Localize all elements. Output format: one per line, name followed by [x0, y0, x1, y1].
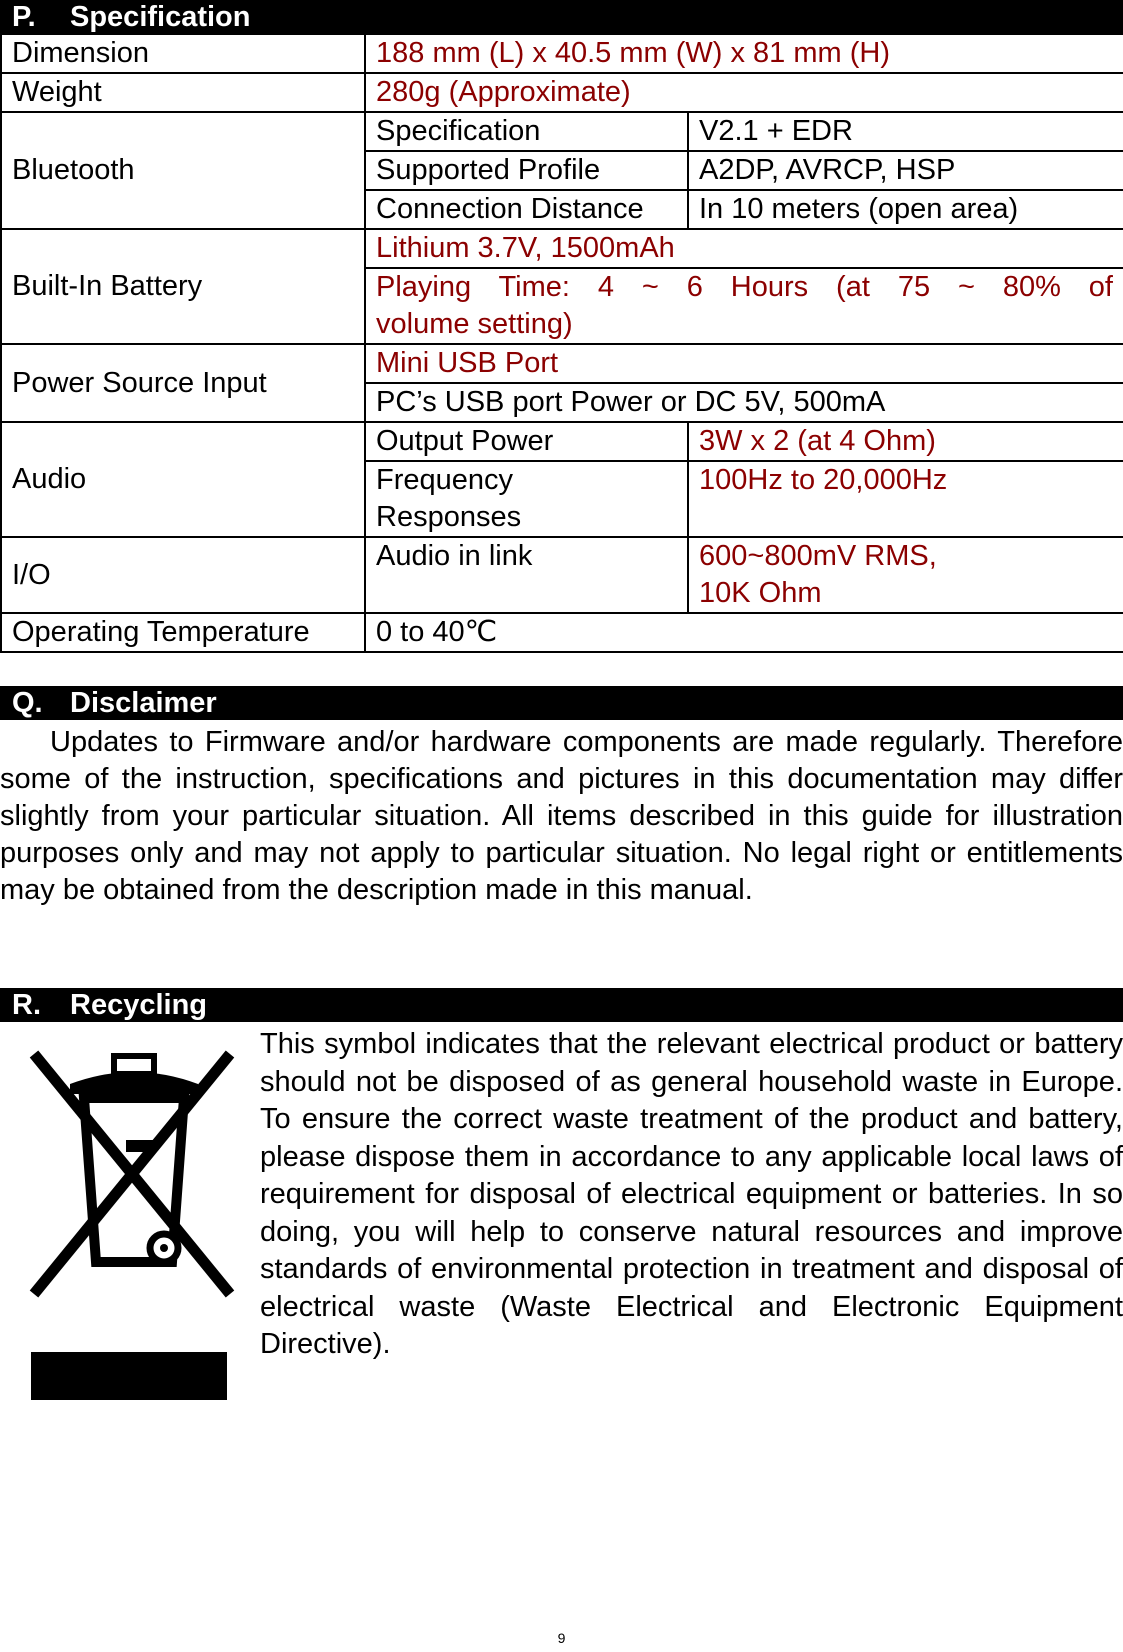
sub-label: Output Power — [365, 422, 688, 461]
section-title: Disclaimer — [70, 687, 217, 719]
row-label: Built-In Battery — [1, 229, 365, 344]
io-value-line-1: 600~800mV RMS, — [699, 540, 937, 572]
section-title: Recycling — [70, 989, 207, 1021]
section-letter: Q. — [12, 687, 43, 719]
row-label: I/O — [1, 537, 365, 613]
playing-time — [365, 268, 1123, 344]
table-row — [1, 34, 1123, 73]
weee-bin-icon — [14, 1030, 244, 1410]
sub-value: 3W x 2 (at 4 Ohm) — [688, 422, 1123, 461]
section-header-specification — [0, 0, 1123, 34]
section-letter: R. — [12, 989, 41, 1021]
playing-time-line-2: volume setting) — [376, 308, 573, 340]
specification-table — [0, 33, 1123, 653]
sub-label: Connection Distance — [365, 190, 688, 229]
sub-label: Audio in link — [365, 537, 688, 613]
row-label: Operating Temperature — [1, 613, 365, 652]
battery-type: Lithium 3.7V, 1500mAh — [365, 229, 1123, 268]
page-number: 9 — [557, 1630, 566, 1646]
sub-value: V2.1 + EDR — [688, 112, 1123, 151]
sub-value: A2DP, AVRCP, HSP — [688, 151, 1123, 190]
disclaimer-paragraph: Updates to Firmware and/or hardware components are made regularly. Therefore some of the instruction, specifications and pictures in this documentation may differ slightly from your particular situation. All items described in this guide for illustration purposes only and may not apply to particular situation. No legal right or entitlements may be obtained from the description made in this manual. — [0, 726, 1123, 906]
row-label: Audio — [1, 422, 365, 537]
table-row — [1, 537, 1123, 613]
row-label: Bluetooth — [1, 112, 365, 229]
table-row — [1, 229, 1123, 268]
table-row — [1, 422, 1123, 461]
sub-label — [365, 461, 688, 537]
row-label: Weight — [1, 73, 365, 112]
io-value-line-2: 10K Ohm — [699, 577, 822, 609]
power-port: Mini USB Port — [365, 344, 1123, 383]
row-label: Dimension — [1, 34, 365, 73]
table-row — [1, 112, 1123, 151]
power-supply: PC’s USB port Power or DC 5V, 500mA — [365, 383, 1123, 422]
sub-label: Specification — [365, 112, 688, 151]
sub-value: 100Hz to 20,000Hz — [688, 461, 1123, 537]
frequency-label-line-1: Frequency — [376, 464, 514, 496]
section-letter: P. — [12, 1, 36, 33]
row-value: 0 to 40℃ — [365, 613, 1123, 652]
recycling-paragraph: This symbol indicates that the relevant electrical product or battery should not be disposed of as general household waste in Europe. To ensure the correct waste treatment of the product and battery, please dispose them in accordance to any applicable local laws of requirement for disposal of electrical equipment or batteries. In so doing, you will help to conserve natural resources and improve standards of environmental protection in treatment and disposal of electrical waste (Waste Electrical and Electronic Equipment Directive). — [260, 1028, 1123, 1360]
sub-value — [688, 537, 1123, 613]
table-row — [1, 613, 1123, 652]
section-header-recycling — [0, 988, 1123, 1022]
section-title: Specification — [70, 1, 251, 33]
row-label: Power Source Input — [1, 344, 365, 422]
sub-label: Supported Profile — [365, 151, 688, 190]
frequency-label-line-2: Responses — [376, 501, 522, 533]
playing-time-line-1: Playing Time: 4 ~ 6 Hours (at 75 ~ 80% of — [376, 271, 1113, 303]
table-row — [1, 73, 1123, 112]
section-header-disclaimer — [0, 686, 1123, 720]
sub-value: In 10 meters (open area) — [688, 190, 1123, 229]
row-value: 280g (Approximate) — [365, 73, 1123, 112]
table-row — [1, 344, 1123, 383]
row-value: 188 mm (L) x 40.5 mm (W) x 81 mm (H) — [365, 34, 1123, 73]
